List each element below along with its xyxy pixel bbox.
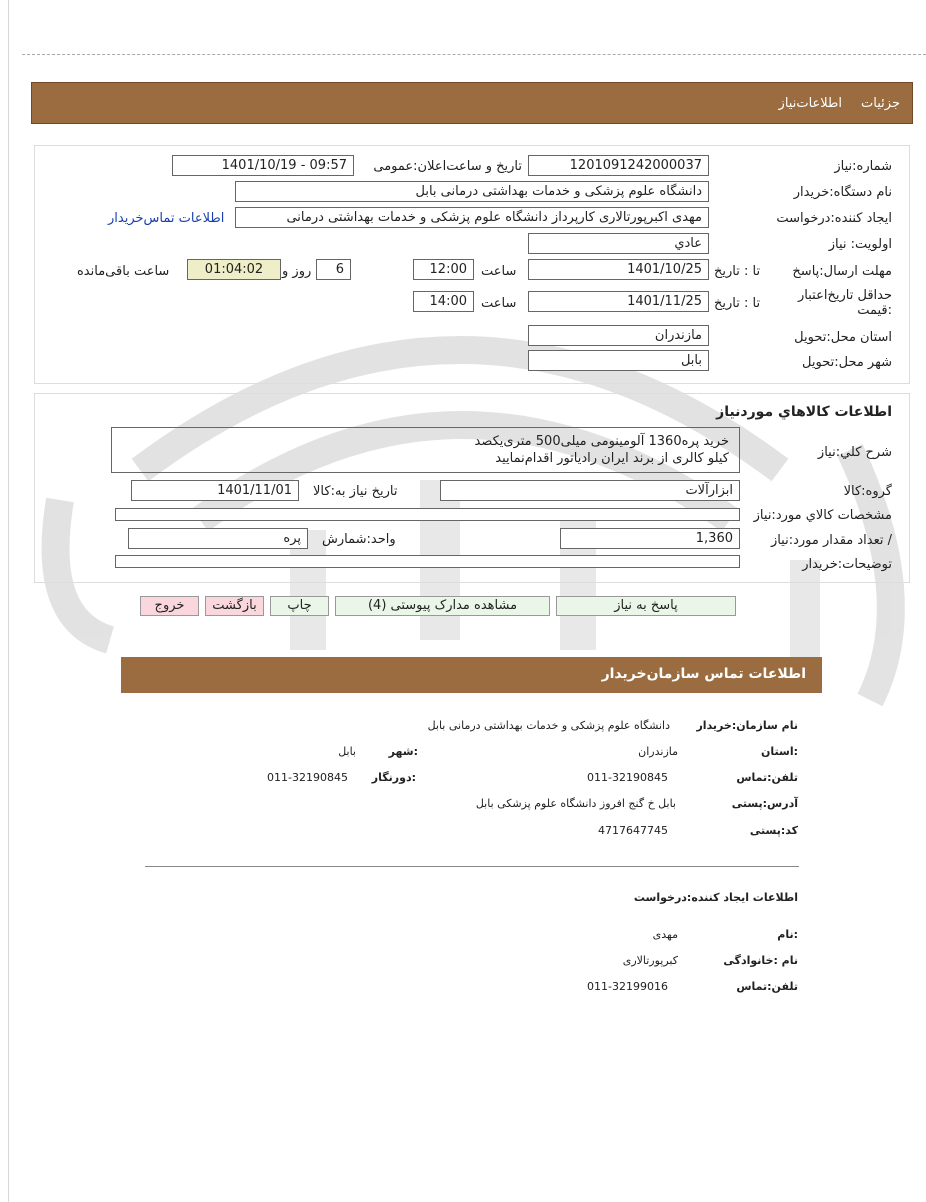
validity-time-field: 14:00: [413, 291, 474, 312]
description-line-1: خرید پره1360 آلومینومی میلی500 متری‌یکصد: [474, 434, 729, 449]
priority-label: اولویت: نیاز: [828, 237, 892, 252]
requester-family-label: نام :خانوادگی: [723, 954, 798, 967]
contact-phone-value: 011-32190845: [587, 771, 668, 784]
priority-field: عادي: [528, 233, 709, 254]
contact-postal-value: 4717647745: [598, 824, 668, 837]
deadline-time-field: 12:00: [413, 259, 474, 280]
city-label: شهر محل:تحویل: [802, 355, 892, 370]
validity-to-date-label: تا : تاریخ: [714, 296, 761, 311]
requester-name-value: مهدی: [652, 928, 678, 941]
description-field: [111, 427, 740, 473]
announce-field: 1401/10/19 - 09:57: [172, 155, 354, 176]
buyer-notes-field: [115, 555, 740, 568]
remaining-time-field: 01:04:02: [187, 259, 281, 280]
goods-section-title: اطلاعات کالاهاي موردنياز: [716, 404, 892, 420]
goods-group-field: ابزارآلات: [440, 480, 740, 501]
quantity-field: 1,360: [560, 528, 740, 549]
contact-postal-label: کد:پستی: [749, 824, 798, 837]
contact-divider: [145, 866, 799, 867]
province-label: استان محل:تحویل: [794, 330, 892, 345]
requester-section-title: اطلاعات ایجاد کننده:درخواست: [633, 891, 798, 904]
header-bar: [31, 82, 913, 124]
details-tab[interactable]: جزئیات: [861, 96, 900, 111]
buyer-contact-link[interactable]: اطلاعات تماس‌خریدار: [108, 211, 225, 226]
goods-group-label: گروه:کالا: [843, 484, 892, 499]
specs-field: [115, 508, 740, 521]
requester-phone-value: 011-32199016: [587, 980, 668, 993]
contact-phone-label: تلفن:تماس: [736, 771, 798, 784]
back-button[interactable]: بازگشت: [205, 596, 264, 616]
validity-date-field: 1401/11/25: [528, 291, 709, 312]
unit-label: واحد:شمارش: [322, 532, 396, 547]
specs-label: مشخصات کالاي مورد:نياز: [753, 508, 892, 523]
quantity-label: / تعداد مقدار مورد:نیاز: [770, 533, 892, 548]
need-number-field: 1201091242000037: [528, 155, 709, 176]
contact-address-label: آدرس:پستی: [731, 797, 798, 810]
description-label: شرح کلي:نياز: [817, 445, 892, 460]
province-field: مازندران: [528, 325, 709, 346]
contact-city-label: :شهر: [388, 745, 418, 758]
deadline-date-field: 1401/10/25: [528, 259, 709, 280]
contact-section-bar: [121, 657, 822, 693]
remaining-label: ساعت باقی‌مانده: [77, 264, 170, 279]
creator-field: مهدی اکبرپورتالاری کارپرداز دانشگاه علوم پزشکی و خدمات بهداشتی درمانی: [235, 207, 709, 228]
announce-label: تاریخ و ساعت‌اعلان:عمومی: [373, 159, 522, 174]
exit-button[interactable]: خروج: [140, 596, 199, 616]
print-button[interactable]: چاپ: [270, 596, 329, 616]
deadline-label: مهلت ارسال:پاسخ: [792, 264, 892, 279]
need-date-field: 1401/11/01: [131, 480, 299, 501]
validity-label: حداقل تاریخ‌اعتبار :قیمت: [798, 288, 892, 318]
description-line-2: کیلو کالری از برند ایران رادیاتور اقدام‌نمایید: [495, 451, 729, 466]
requester-name-label: :نام: [777, 928, 798, 941]
contact-fax-label: :دورنگار: [371, 771, 416, 784]
reply-button[interactable]: پاسخ به نیاز: [556, 596, 736, 616]
requester-family-value: کبرپورتالاری: [622, 954, 678, 967]
contact-org-label: نام سازمان:خریدار: [696, 719, 798, 732]
unit-field: پره: [128, 528, 308, 549]
attachments-button[interactable]: مشاهده مدارک پیوستی (4): [335, 596, 550, 616]
days-field: 6: [316, 259, 351, 280]
contact-org-value: دانشگاه علوم پزشکی و خدمات بهداشتی درمانی بابل: [427, 719, 670, 732]
deadline-to-date-label: تا : تاریخ: [714, 264, 761, 279]
contact-address-value: بابل خ گنج افروز دانشگاه علوم پزشکی بابل: [475, 797, 676, 810]
deadline-time-label: ساعت: [481, 264, 517, 279]
need-info-tab[interactable]: اطلاعات‌نیاز: [778, 96, 842, 111]
contact-province-value: مازندران: [638, 745, 678, 758]
need-date-label: تاریخ نیاز به:کالا: [313, 484, 398, 499]
contact-fax-value: 011-32190845: [267, 771, 348, 784]
city-field: بابل: [528, 350, 709, 371]
creator-label: ایجاد کننده:درخواست: [776, 211, 892, 226]
buyer-org-label: نام دستگاه:خریدار: [793, 185, 892, 200]
buyer-notes-label: توضیحات:خریدار: [802, 557, 892, 572]
contact-city-value: بابل: [338, 745, 356, 758]
days-label: روز و: [282, 264, 312, 279]
buyer-org-field: دانشگاه علوم پزشکی و خدمات بهداشتی درمانی بابل: [235, 181, 709, 202]
requester-phone-label: تلفن:تماس: [736, 980, 798, 993]
contact-section-title: اطلاعات تماس سازمان‌خریدار: [601, 666, 806, 682]
validity-time-label: ساعت: [481, 296, 517, 311]
contact-province-label: :استان: [761, 745, 798, 758]
need-number-label: شماره:نیاز: [834, 159, 892, 174]
